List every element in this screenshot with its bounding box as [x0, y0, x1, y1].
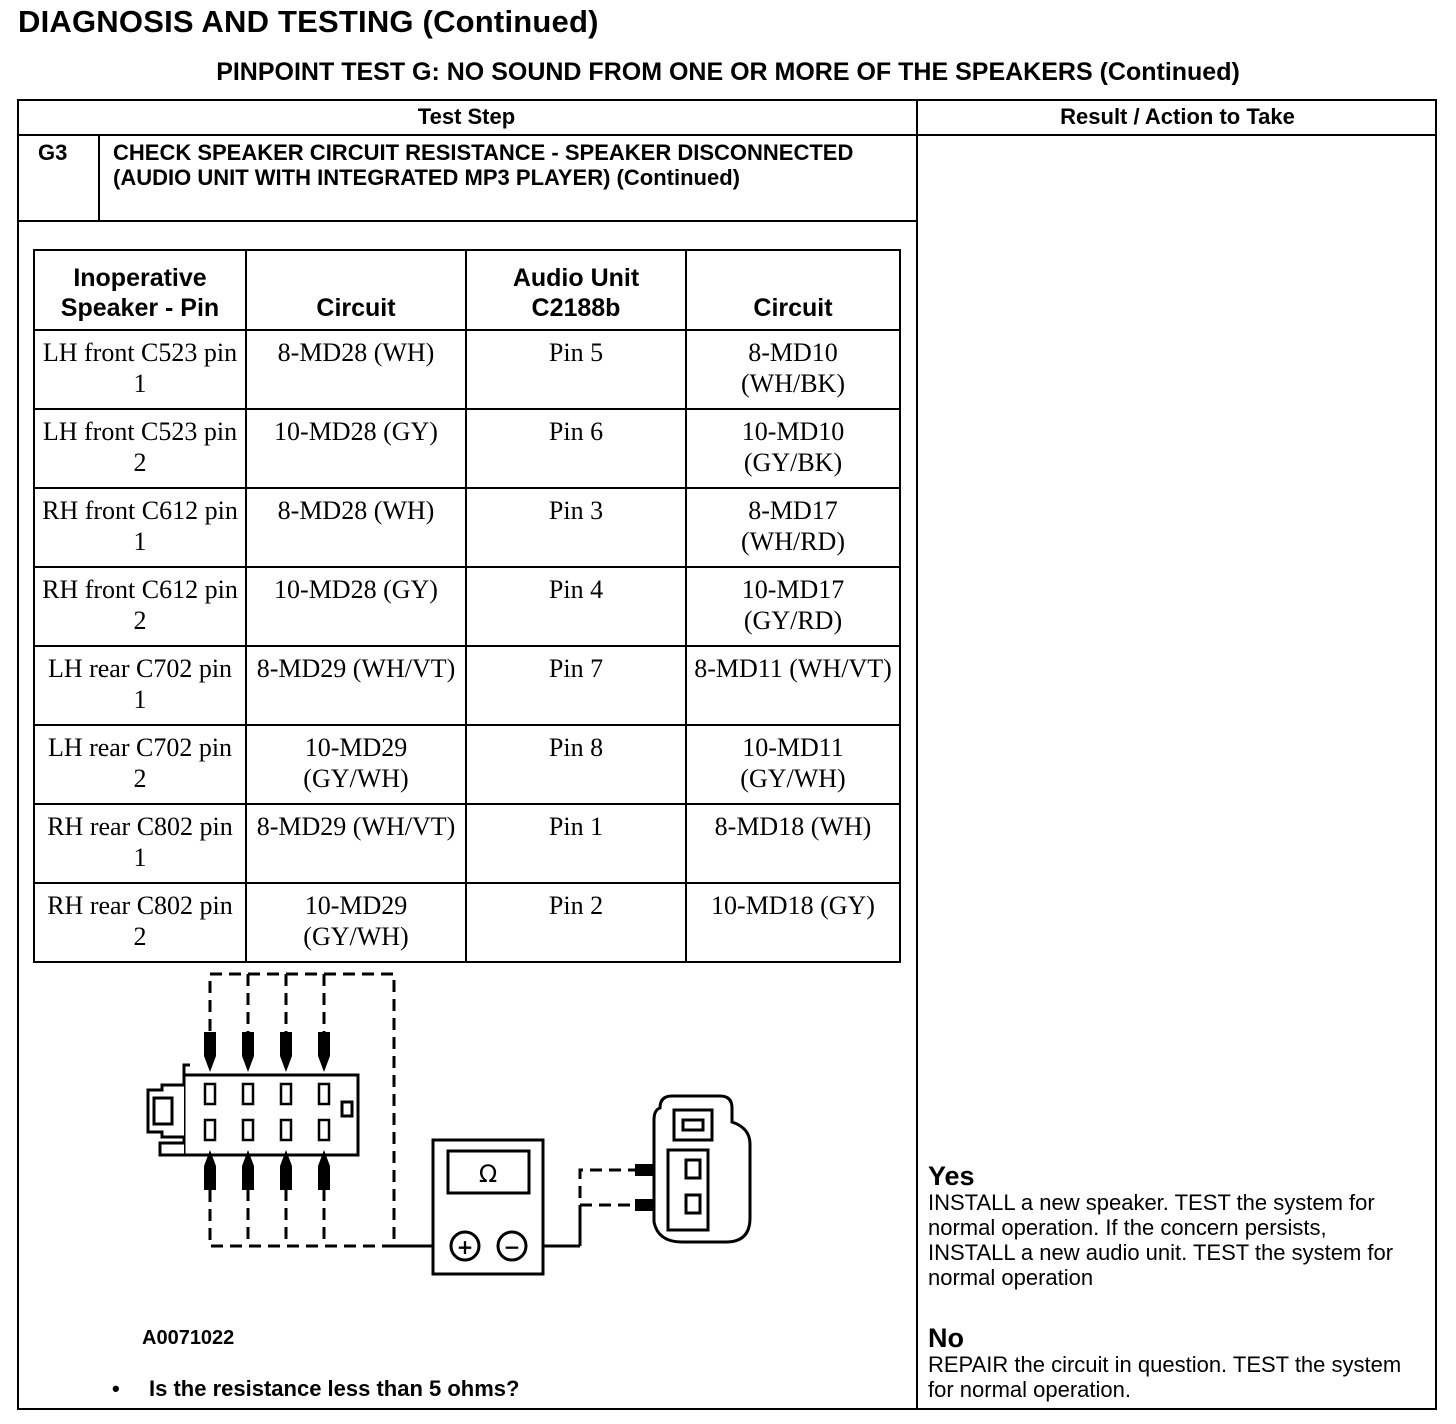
circuit-cell: 8-MD11 (WH/VT)	[686, 646, 900, 725]
step-title-separator	[17, 220, 918, 222]
pin-table	[33, 249, 901, 963]
audio-pin-cell: Pin 6	[466, 409, 686, 488]
audio-pin-cell: Pin 3	[466, 488, 686, 567]
plus-terminal: +	[456, 1235, 474, 1259]
table-row	[34, 409, 900, 488]
table-row	[34, 488, 900, 567]
test-question	[112, 1376, 519, 1402]
circuit-cell: 10-MD11 (GY/WH)	[686, 725, 900, 804]
speaker-pin-cell: LH front C523 pin 1	[34, 330, 246, 409]
header-circuit: Circuit	[246, 250, 466, 330]
result-yes	[928, 1163, 1418, 1290]
yes-action: INSTALL a new speaker. TEST the system for normal operation. If the concern persists, INSTALL a new audio unit. TEST the system for normal operation	[928, 1190, 1394, 1290]
circuit-cell: 8-MD29 (WH/VT)	[246, 804, 466, 883]
speaker-pin-cell: LH front C523 pin 2	[34, 409, 246, 488]
step-id: G3	[38, 140, 68, 165]
wiring-diagram	[130, 960, 770, 1290]
header-speaker-pin: Inoperative Speaker - Pin	[34, 250, 246, 330]
column-divider	[916, 99, 918, 1410]
step-id-divider	[98, 134, 100, 222]
circuit-cell: 10-MD29 (GY/WH)	[246, 725, 466, 804]
circuit-cell: 10-MD28 (GY)	[246, 567, 466, 646]
speaker-connector-icon	[654, 1096, 750, 1242]
speaker-pin-cell: RH rear C802 pin 2	[34, 883, 246, 962]
circuit-cell: 10-MD18 (GY)	[686, 883, 900, 962]
circuit-cell: 8-MD18 (WH)	[686, 804, 900, 883]
ohm-symbol: Ω	[478, 1160, 498, 1188]
pin-table-header	[34, 250, 900, 330]
audio-pin-cell: Pin 1	[466, 804, 686, 883]
yes-label: Yes	[928, 1161, 975, 1191]
pinpoint-test-title: PINPOINT TEST G: NO SOUND FROM ONE OR MORE OF THE SPEAKERS (Continued)	[216, 58, 1240, 86]
circuit-cell: 8-MD28 (WH)	[246, 330, 466, 409]
audio-pin-cell: Pin 2	[466, 883, 686, 962]
column-header-test-step: Test Step	[417, 104, 516, 129]
no-action: REPAIR the circuit in question. TEST the system for normal operation.	[928, 1352, 1402, 1402]
figure-id: A0071022	[142, 1327, 235, 1349]
circuit-cell: 10-MD10 (GY/BK)	[686, 409, 900, 488]
page-title: DIAGNOSIS AND TESTING (Continued)	[18, 4, 599, 39]
header-audio-unit: Audio Unit C2188b	[466, 250, 686, 330]
question-text: Is the resistance less than 5 ohms?	[149, 1376, 520, 1401]
column-header-result: Result / Action to Take	[1060, 104, 1295, 129]
table-row	[34, 883, 900, 962]
speaker-pin-cell: RH front C612 pin 2	[34, 567, 246, 646]
circuit-cell: 8-MD17 (WH/RD)	[686, 488, 900, 567]
step-title: CHECK SPEAKER CIRCUIT RESISTANCE - SPEAKER DISCONNECTED (AUDIO UNIT WITH INTEGRATED MP3 PLAYER) (Continued)	[113, 140, 854, 190]
speaker-pin-cell: RH front C612 pin 1	[34, 488, 246, 567]
result-no	[928, 1325, 1418, 1402]
table-row	[34, 804, 900, 883]
table-row	[34, 646, 900, 725]
audio-pin-cell: Pin 5	[466, 330, 686, 409]
no-label: No	[928, 1323, 964, 1353]
circuit-cell: 10-MD28 (GY)	[246, 409, 466, 488]
table-row	[34, 330, 900, 409]
audio-pin-cell: Pin 8	[466, 725, 686, 804]
table-row	[34, 725, 900, 804]
audio-unit-connector-icon	[148, 1065, 358, 1155]
circuit-cell: 10-MD29 (GY/WH)	[246, 883, 466, 962]
bullet-icon: •	[112, 1376, 120, 1401]
speaker-pin-cell: LH rear C702 pin 1	[34, 646, 246, 725]
circuit-cell: 10-MD17 (GY/RD)	[686, 567, 900, 646]
audio-pin-cell: Pin 4	[466, 567, 686, 646]
minus-terminal: −	[503, 1235, 521, 1259]
speaker-pin-cell: LH rear C702 pin 2	[34, 725, 246, 804]
audio-pin-cell: Pin 7	[466, 646, 686, 725]
table-row	[34, 567, 900, 646]
header-separator	[17, 134, 1437, 136]
circuit-cell: 8-MD10 (WH/BK)	[686, 330, 900, 409]
speaker-pin-cell: RH rear C802 pin 1	[34, 804, 246, 883]
circuit-cell: 8-MD28 (WH)	[246, 488, 466, 567]
circuit-cell: 8-MD29 (WH/VT)	[246, 646, 466, 725]
header-circuit: Circuit	[686, 250, 900, 330]
